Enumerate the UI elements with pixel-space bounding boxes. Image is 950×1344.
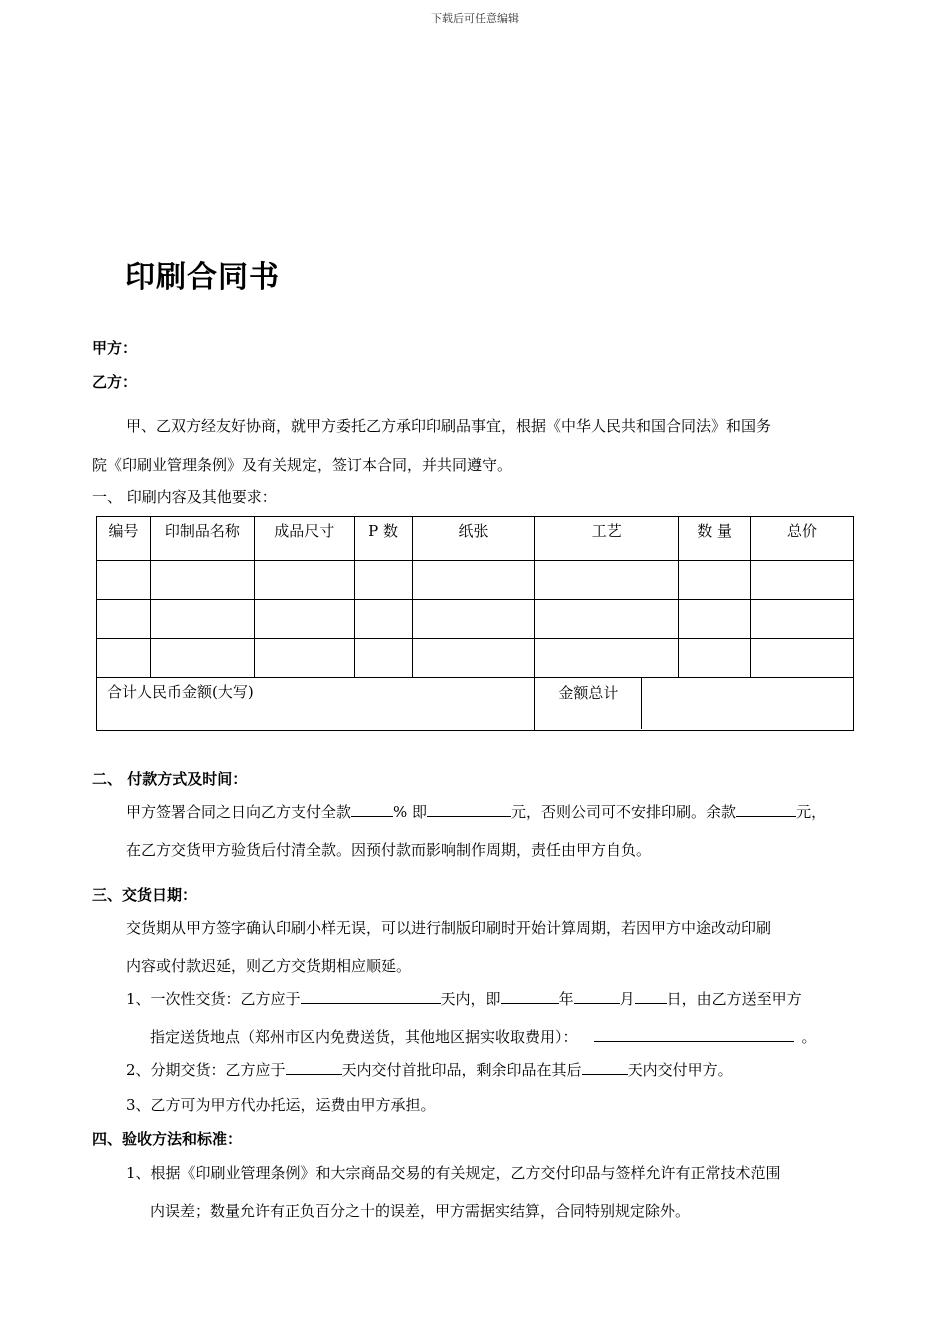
table-cell[interactable] [254,639,354,678]
section-1-title: 一、 印刷内容及其他要求： [92,488,277,506]
balance-amount-blank[interactable] [736,802,796,817]
total-sum-cell [535,678,854,731]
delivery-text: 1、一次性交货：乙方应于 [126,990,301,1008]
day-blank[interactable] [635,989,667,1004]
table-cell[interactable] [679,639,751,678]
delivery-text: 天内，即 [440,990,501,1008]
table-cell[interactable] [535,639,679,678]
payment-text: 元，否则公司可不安排印刷。余款 [511,803,737,821]
days-blank[interactable] [301,989,441,1004]
percent-blank[interactable] [351,802,393,817]
table-cell[interactable] [412,639,535,678]
table-cell[interactable] [354,600,412,639]
col-header-process: 工艺 [535,517,679,561]
delivery-text: 。 [801,1028,817,1046]
section-3-title: 三、交货日期： [92,886,198,904]
delivery-item-1-line-2 [150,1026,817,1047]
amount-total-label: 金额总计 [535,678,642,729]
amount-total-value[interactable] [642,678,853,729]
delivery-text: 天内交付甲方。 [627,1061,733,1079]
payment-text: 元， [796,803,827,821]
table-cell[interactable] [354,639,412,678]
intro-line-1: 甲、乙双方经友好协商，就甲方委托乙方承印印刷品事宜，根据《中华人民共和国合同法》和国务 [126,417,772,435]
table-cell[interactable] [97,600,151,639]
table-cell[interactable] [254,561,354,600]
table-cell[interactable] [535,561,679,600]
first-batch-days-blank[interactable] [286,1060,342,1075]
payment-line-1 [126,801,826,822]
col-header-pages: P 数 [354,517,412,561]
delivery-text: 日，由乙方送至甲方 [666,990,802,1008]
col-header-total-price: 总价 [751,517,854,561]
delivery-text: 月 [619,990,635,1008]
total-rmb-amount-label: 合计人民币金额(大写) [97,678,535,731]
table-cell[interactable] [751,561,854,600]
col-header-paper: 纸张 [412,517,535,561]
table-cell[interactable] [751,600,854,639]
acceptance-line-1: 1、根据《印刷业管理条例》和大宗商品交易的有关规定，乙方交付印品与签样允许有正常技术范围 [126,1164,781,1182]
print-items-table [96,516,854,731]
table-cell[interactable] [150,600,254,639]
prepay-amount-blank[interactable] [427,802,511,817]
delivery-text: 天内交付首批印品，剩余印品在其后 [341,1061,582,1079]
col-header-name: 印制品名称 [150,517,254,561]
delivery-text: 指定送货地点（郑州市区内免费送货，其他地区据实收取费用）： [150,1028,578,1046]
col-header-quantity: 数 量 [679,517,751,561]
table-cell[interactable] [679,600,751,639]
payment-text: % 即 [393,803,428,821]
col-header-number: 编号 [97,517,151,561]
table-row [97,600,854,639]
payment-text: 甲方签署合同之日向乙方支付全款 [126,803,352,821]
table-cell[interactable] [150,561,254,600]
table-cell[interactable] [150,639,254,678]
section-2-title: 二、 付款方式及时间： [92,770,248,788]
table-cell[interactable] [535,600,679,639]
delivery-item-3: 3、乙方可为甲方代办托运，运费由甲方承担。 [126,1096,436,1114]
year-blank[interactable] [501,989,559,1004]
table-cell[interactable] [679,561,751,600]
table-cell[interactable] [97,639,151,678]
col-header-size: 成品尺寸 [254,517,354,561]
delivery-text: 年 [558,990,574,1008]
party-b-label: 乙方： [92,373,138,391]
month-blank[interactable] [574,989,620,1004]
table-cell[interactable] [254,600,354,639]
party-a-label: 甲方： [92,339,138,357]
delivery-line-1: 交货期从甲方签字确认印刷小样无误，可以进行制版印刷时开始计算周期，若因甲方中途改动印刷 [126,919,772,937]
table-row [97,639,854,678]
payment-line-2: 在乙方交货甲方验货后付清全款。因预付款而影响制作周期，责任由甲方自负。 [126,841,652,859]
delivery-item-2 [126,1059,733,1080]
document-title: 印刷合同书 [125,260,280,295]
page-header: 下载后可任意编辑 [431,12,519,25]
table-cell[interactable] [354,561,412,600]
intro-line-2: 院《印刷业管理条例》及有关规定，签订本合同，并共同遵守。 [92,456,513,474]
section-4-title: 四、验收方法和标准： [92,1130,243,1148]
table-cell[interactable] [412,600,535,639]
table-cell[interactable] [97,561,151,600]
table-total-row [97,678,854,731]
delivery-line-2: 内容或付款迟延，则乙方交货期相应顺延。 [126,957,412,975]
table-cell[interactable] [412,561,535,600]
table-header-row [97,517,854,561]
delivery-text: 2、分期交货：乙方应于 [126,1061,286,1079]
delivery-item-1 [126,988,802,1009]
table-row [97,561,854,600]
delivery-address-blank[interactable] [594,1027,794,1042]
acceptance-line-2: 内误差；数量允许有正负百分之十的误差，甲方需据实结算，合同特别规定除外。 [150,1202,691,1220]
remaining-days-blank[interactable] [582,1060,628,1075]
table-cell[interactable] [751,639,854,678]
